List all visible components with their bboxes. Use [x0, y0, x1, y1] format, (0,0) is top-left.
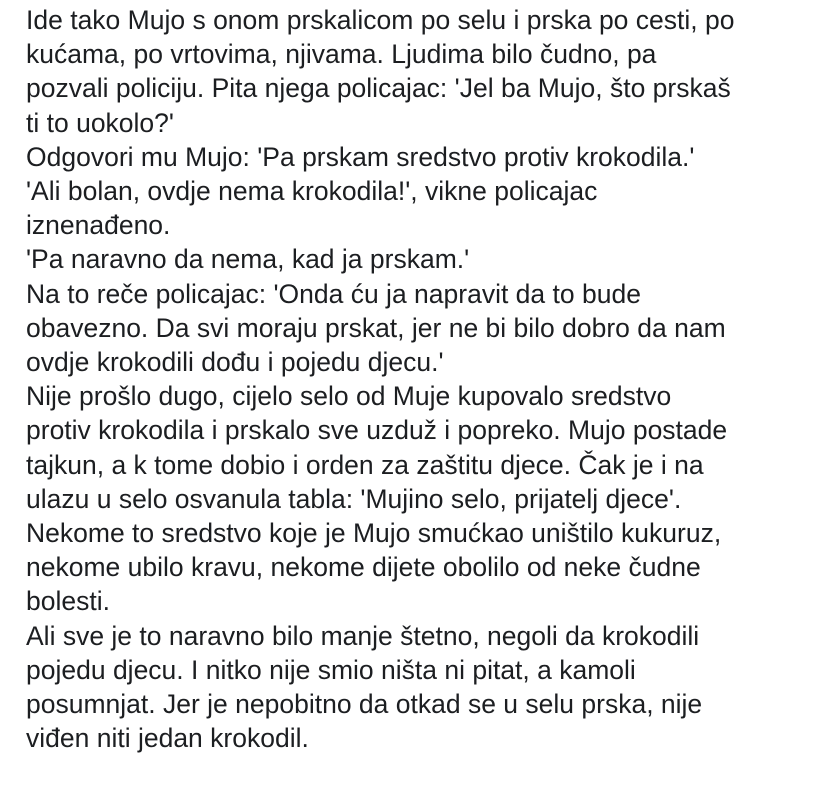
paragraph-2: Odgovori mu Mujo: 'Pa prskam sredstvo protiv krokodila.': [26, 141, 695, 172]
paragraph-7: Nekome to sredstvo koje je Mujo smućkao uništilo kukuruz, nekome ubilo kravu, nekome dijete obolilo od neke čudne bolesti.: [26, 518, 722, 617]
paragraph-4: 'Pa naravno da nema, kad ja prskam.': [26, 244, 470, 275]
paragraph-1: Ide tako Mujo s onom prskalicom po selu i prska po cesti, po kućama, po vrtovima, njivama. Ljudima bilo čudno, pa pozvali policiju. Pita njega policajac: 'Jel ba Mujo, što prskaš ti to uokolo?': [26, 5, 735, 138]
paragraph-6: Nije prošlo dugo, cijelo selo od Muje kupovalo sredstvo protiv krokodila i prskalo sve uzduž i popreko. Mujo postade tajkun, a k tome dobio i orden za zaštitu djece. Čak je i na ulazu u selo osvanula tabla: 'Mujino selo, prijatelj djece'.: [26, 381, 728, 514]
paragraph-8: Ali sve je to naravno bilo manje štetno, negoli da krokodili pojedu djecu. I nitko nije smio ništa ni pitat, a kamoli posumnjat. Jer je nepobitno da otkad se u selu prska, nije viđen niti jedan krokodil.: [26, 620, 703, 754]
paragraph-3: 'Ali bolan, ovdje nema krokodila!', vikne policajac iznenađeno.: [26, 176, 598, 241]
paragraph-5: Na to reče policajac: 'Onda ću ja napravit da to bude obavezno. Da svi moraju prskat, jer ne bi bilo dobro da nam ovdje krokodili dođu i pojedu djecu.': [26, 278, 726, 378]
